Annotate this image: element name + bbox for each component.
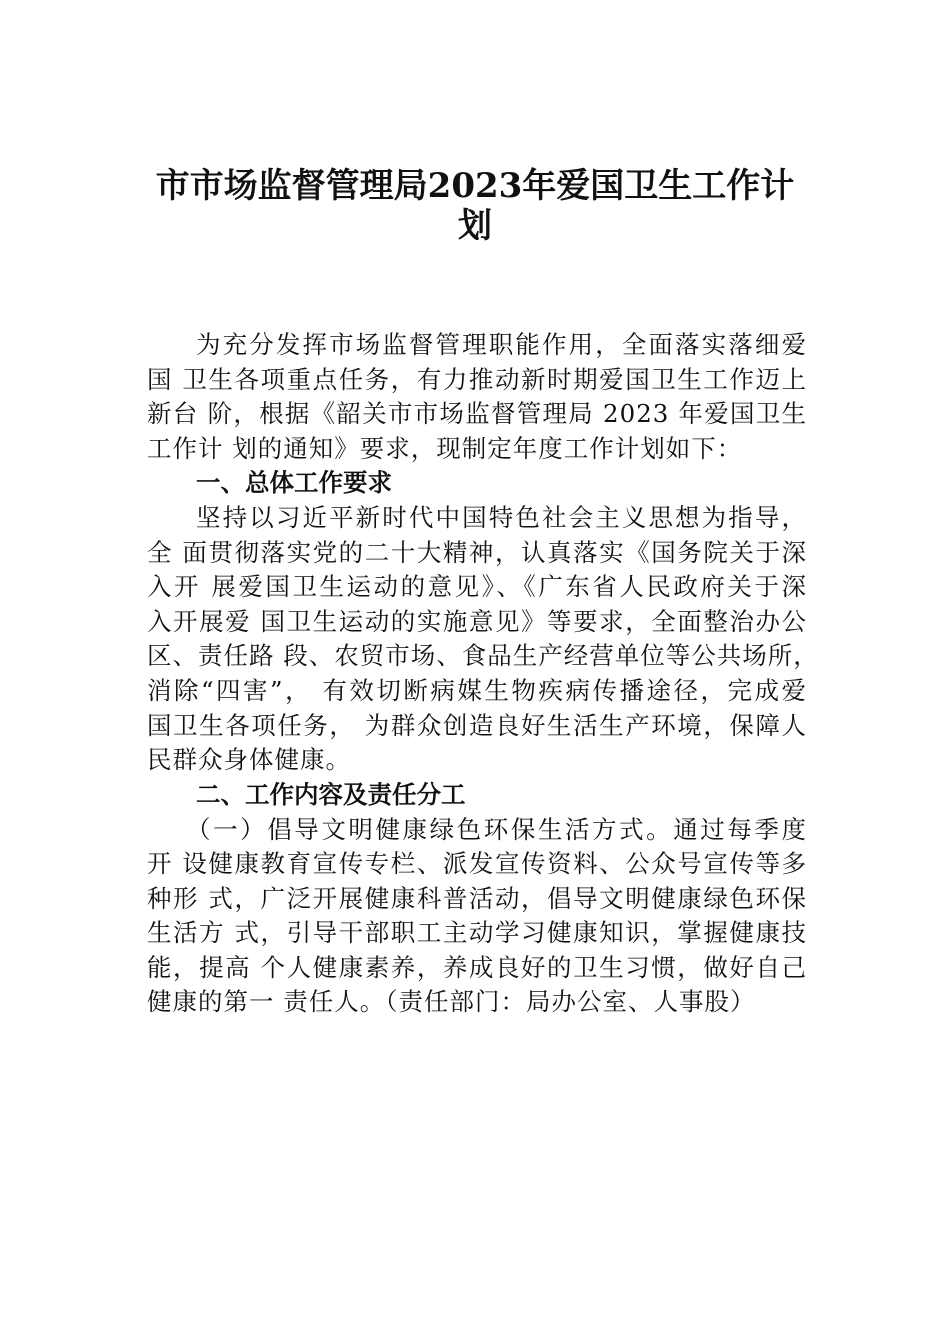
paragraph-line: 坚持以习近平新时代中国特色社会主义思想为指导， [196, 503, 807, 532]
paragraph-line: 入开展爱 国卫生运动的实施意见》等要求，全面整治办公 [147, 607, 807, 636]
paragraph-line: 开 设健康教育宣传专栏、派发宣传资料、公众号宣传等多 [147, 849, 807, 878]
paragraph-line: 全 面贯彻落实党的二十大精神，认真落实《国务院关于深 [147, 538, 807, 567]
paragraph-line: 工作计 划的通知》要求，现制定年度工作计划如下： [147, 434, 743, 463]
paragraph-line: 消除“四害”， 有效切断病媒生物疾病传播途径，完成爱 [147, 676, 807, 705]
paragraph-line: 民群众身体健康。 [147, 745, 351, 774]
paragraph-line: 健康的第一 责任人。（责任部门：局办公室、人事股） [147, 987, 756, 1016]
paragraph-line: （一）倡导文明健康绿色环保生活方式。通过每季度 [186, 815, 807, 844]
section-heading-2: 二、工作内容及责任分工 [196, 780, 466, 809]
paragraph-line: 生活方 式，引导干部职工主动学习健康知识，掌握健康技 [147, 918, 807, 947]
paragraph-line: 入开 展爱国卫生运动的意见》、《广东省人民政府关于深 [147, 572, 807, 601]
paragraph-line: 国 卫生各项重点任务，有力推动新时期爱国卫生工作迈上 [147, 365, 807, 394]
section-heading-1: 一、总体工作要求 [196, 468, 392, 497]
paragraph-line: 为充分发挥市场监督管理职能作用，全面落实落细爱 [196, 330, 807, 359]
title-line-2: 划 [458, 206, 492, 246]
paragraph-line: 能，提高 个人健康素养，养成良好的卫生习惯，做好自己 [147, 953, 807, 982]
paragraph-line: 区、责任路 段、农贸市场、食品生产经营单位等公共场所， [147, 641, 819, 670]
title-line-1: 市市场监督管理局2023年爱国卫生工作计 [155, 166, 795, 206]
paragraph-line: 新台 阶，根据《韶关市市场监督管理局 2023 年爱国卫生 [147, 399, 807, 428]
paragraph-line: 国卫生各项任务， 为群众创造良好生活生产环境，保障人 [147, 711, 807, 740]
paragraph-line: 种形 式，广泛开展健康科普活动，倡导文明健康绿色环保 [147, 884, 807, 913]
